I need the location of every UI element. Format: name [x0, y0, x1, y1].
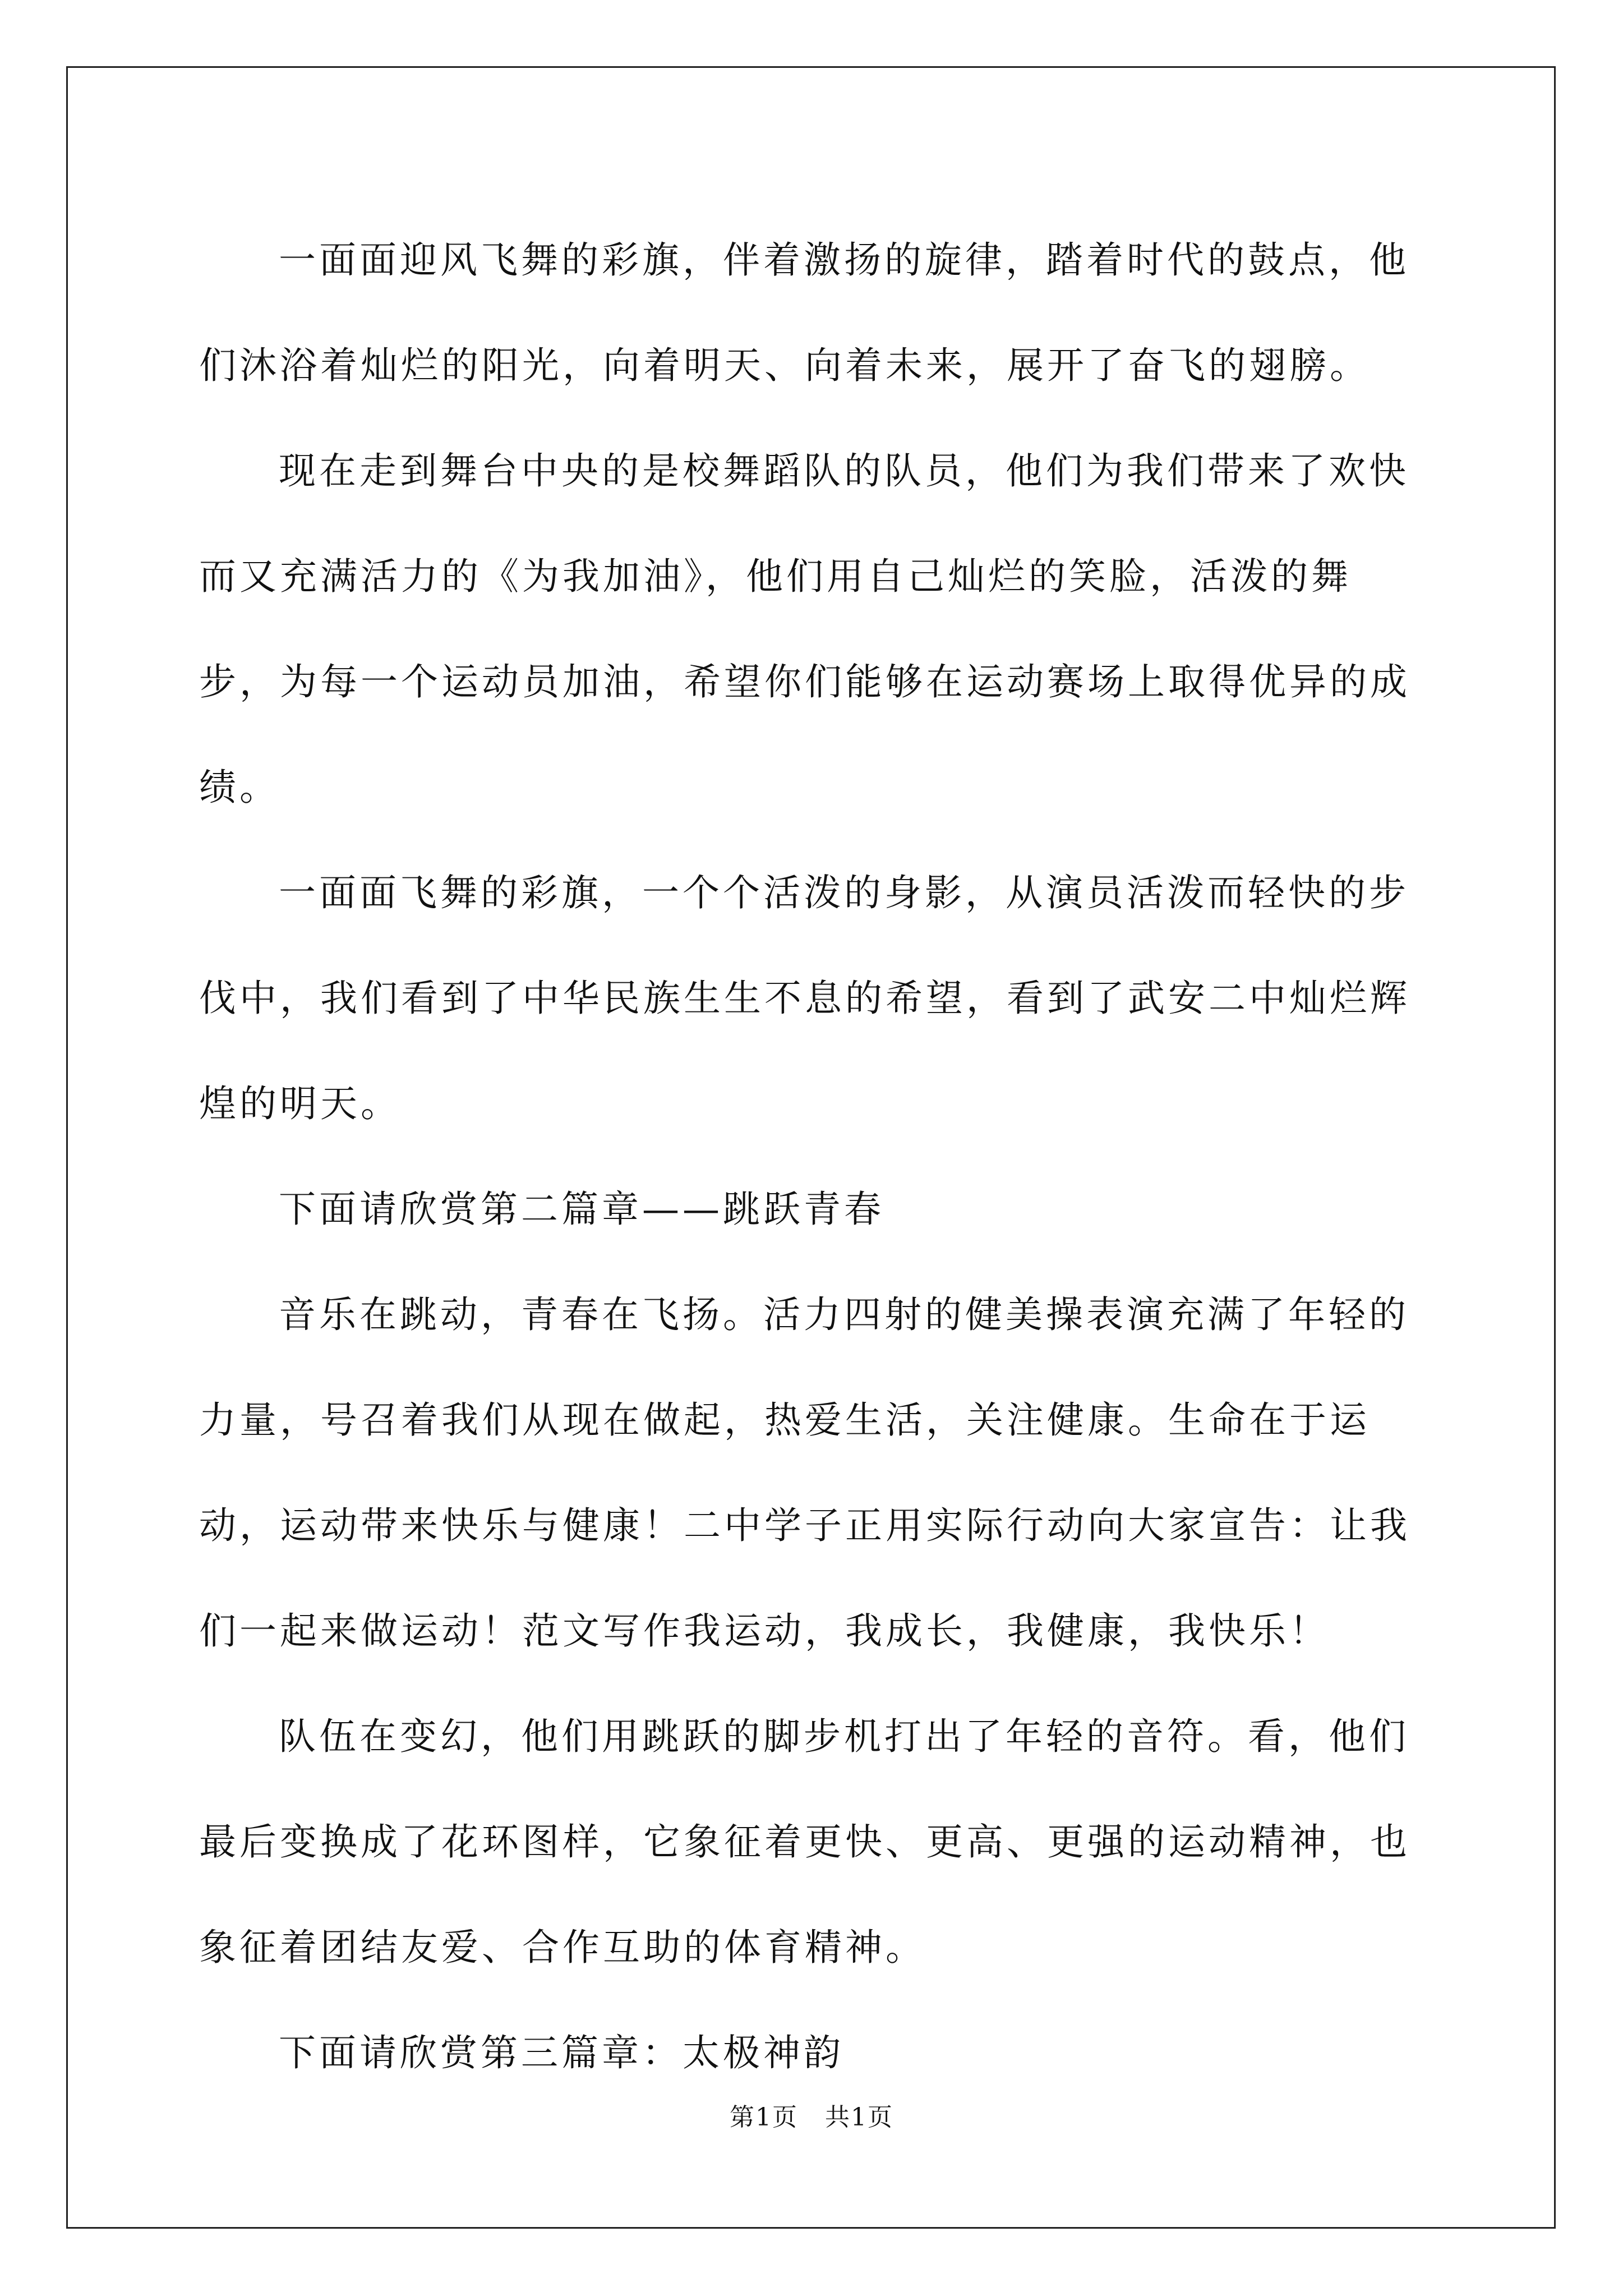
section-heading-chapter-3: 下面请欣赏第三篇章：太极神韵 [279, 2031, 844, 2074]
paragraph-1: 一面面迎风飞舞的彩旗，伴着激扬的旋律，踏着时代的鼓点，他们沐浴着灿烂的阳光，向着明天、向着未来，展开了奋飞的翅膀。 [199, 238, 1409, 387]
paragraph-4: 音乐在跳动，青春在飞扬。活力四射的健美操表演充满了年轻的力量，号召着我们从现在做起，热爱生活，关注健康。生命在于运动，运动带来快乐与健康！二中学子正用实际行动向大家宣告：让我们一起来做运动！范文写作我运动，我成长，我健康，我快乐！ [199, 1293, 1410, 1653]
page-total: 共1页 [825, 2103, 893, 2132]
document-body [199, 208, 1427, 2106]
paragraph-5: 队伍在变幻，他们用跳跃的脚步机打出了年轻的音符。看，他们最后变换成了花环图样，它象征着更快、更高、更强的运动精神，也象征着团结友爱、合作互助的体育精神。 [199, 1715, 1410, 1969]
paragraph-2: 现在走到舞台中央的是校舞蹈队的队员，他们为我们带来了欢快而又充满活力的《为我加油》，他们用自己灿烂的笑脸，活泼的舞步，为每一个运动员加油，希望你们能够在运动赛场上取得优异的成绩。 [199, 449, 1410, 809]
page-number: 第1页 [730, 2103, 798, 2132]
page-footer [0, 2101, 1623, 2134]
paragraph-3: 一面面飞舞的彩旗，一个个活泼的身影，从演员活泼而轻快的步伐中，我们看到了中华民族生生不息的希望，看到了武安二中灿烂辉煌的明天。 [199, 871, 1410, 1125]
section-heading-chapter-2: 下面请欣赏第二篇章——跳跃青春 [279, 1188, 884, 1231]
